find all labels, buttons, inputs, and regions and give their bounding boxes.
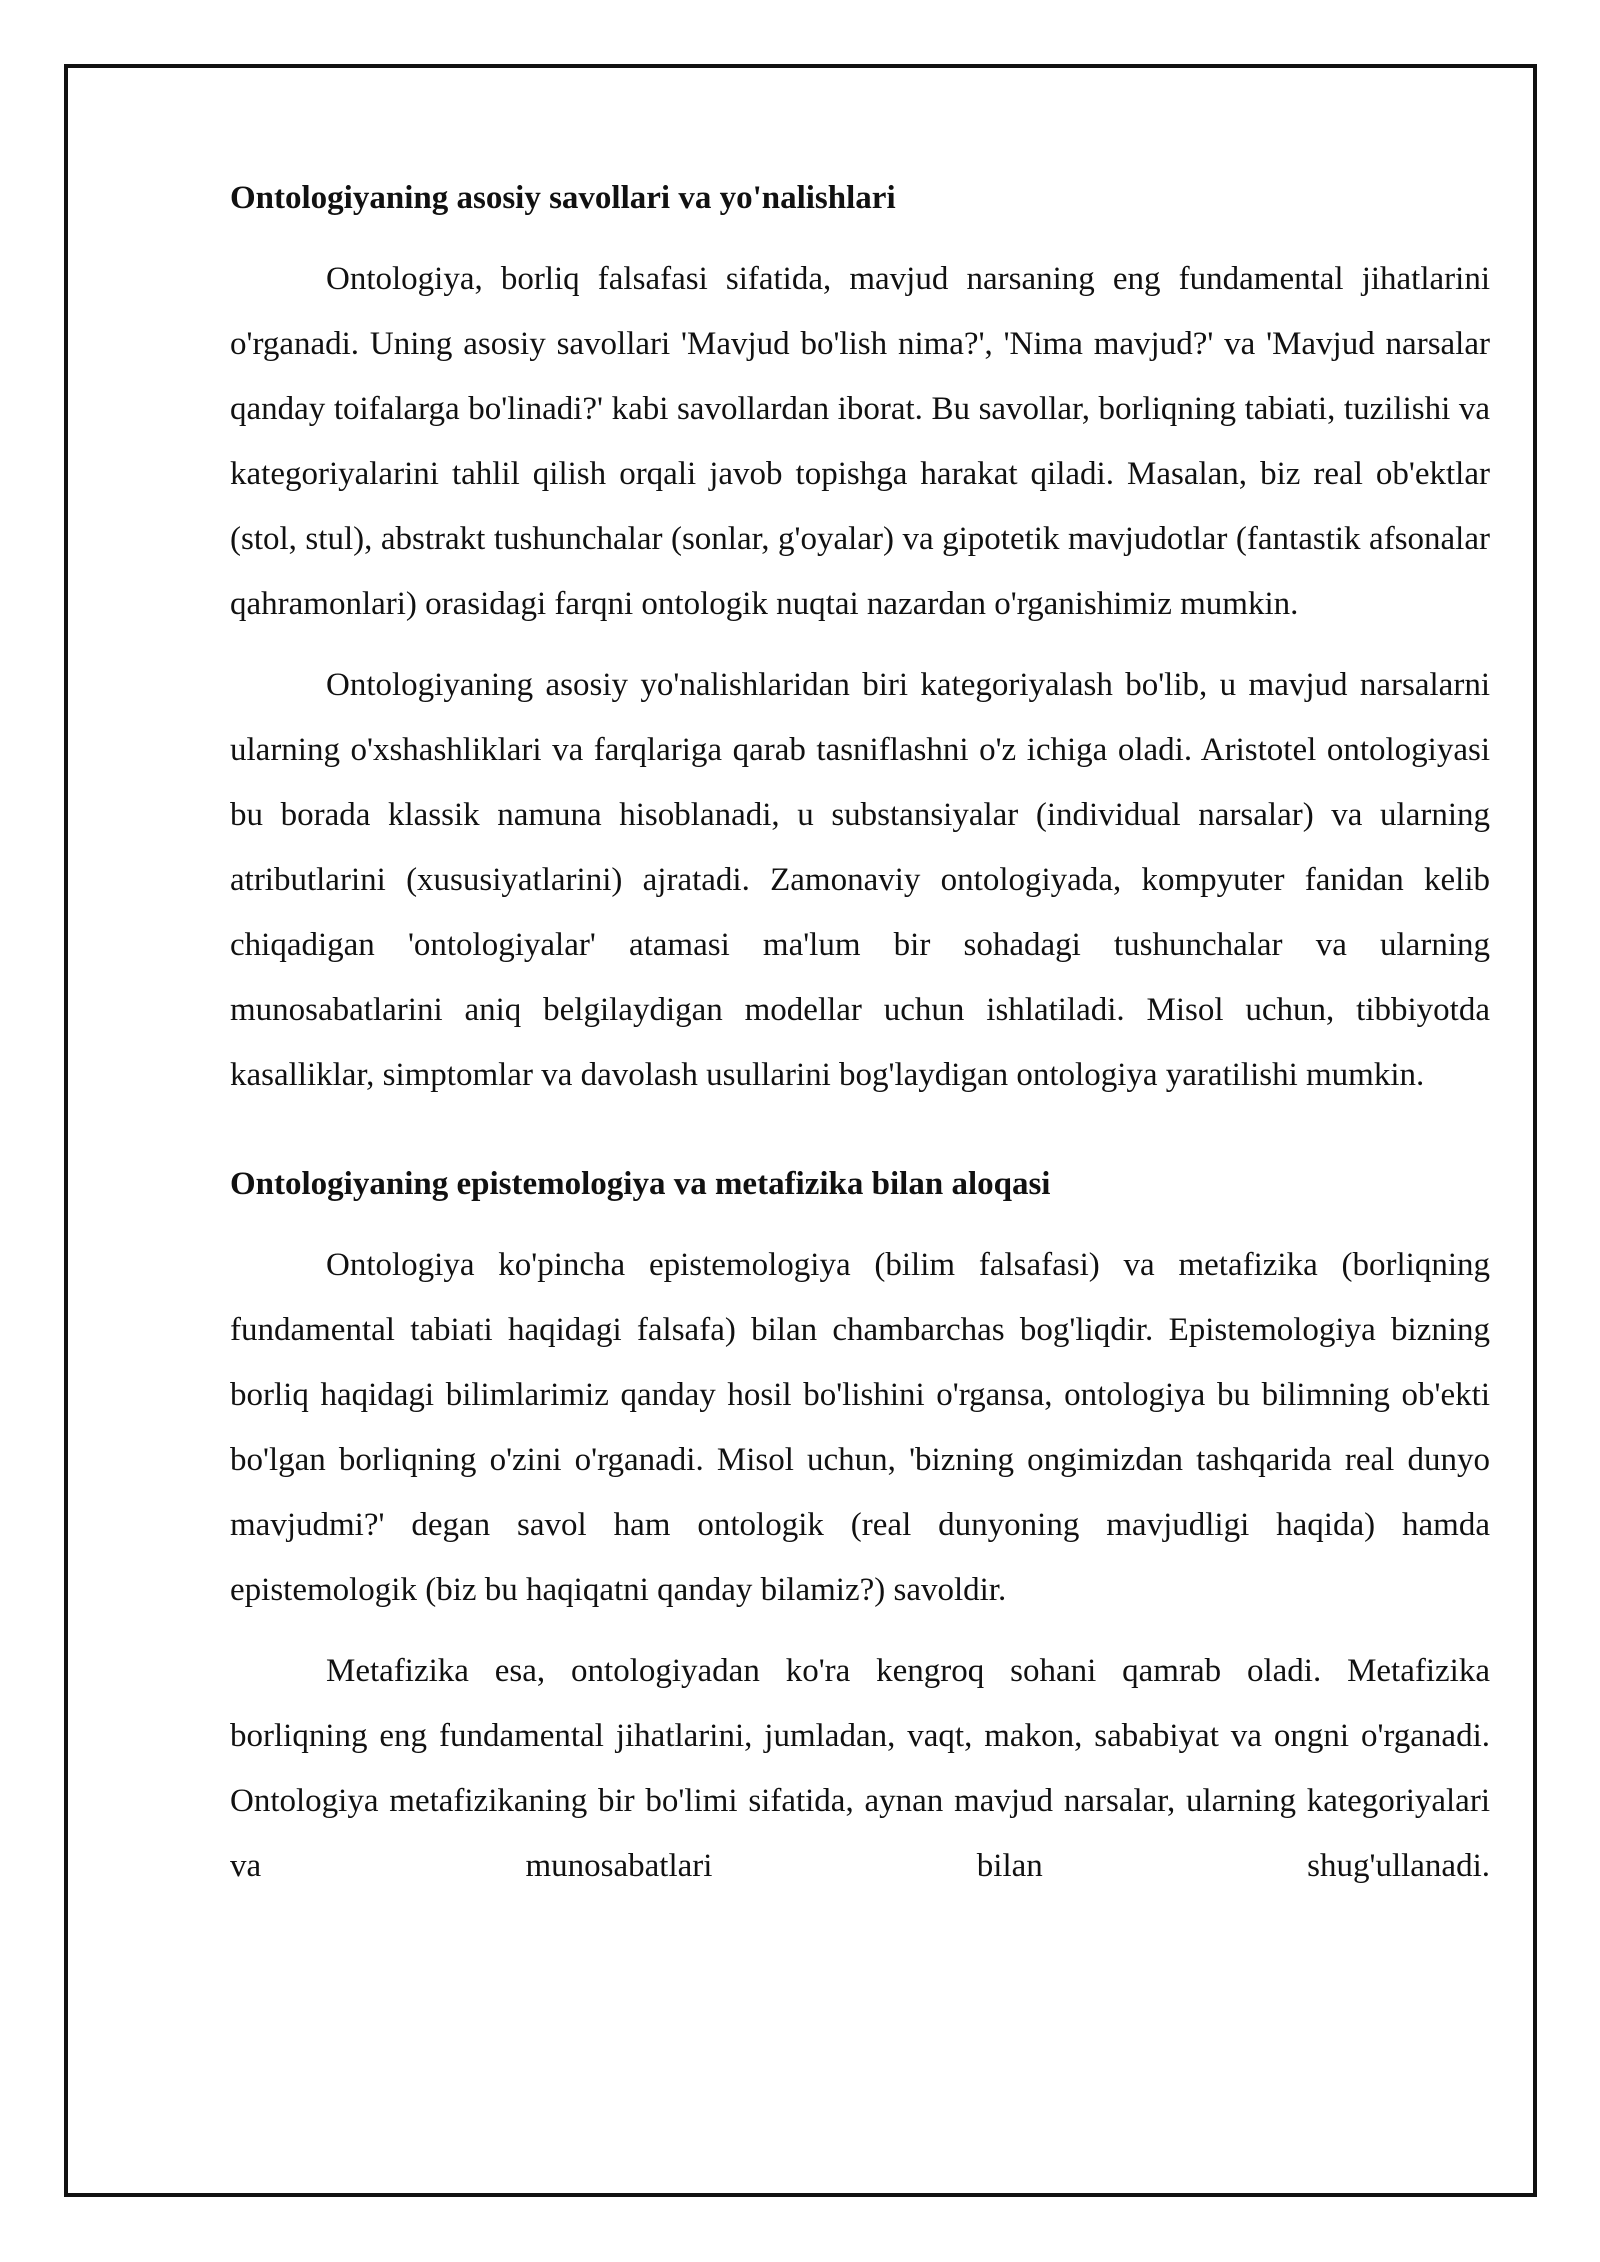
body-paragraph: Ontologiya, borliq falsafasi sifatida, mavjud narsaning eng fundamental jihatlarini o'rganadi. Uning asosiy savollari 'Mavjud bo'lish nima?', 'Nima mavjud?' va 'Mavjud narsalar qanday toifalarga bo'linadi?' kabi savollardan iborat. Bu savollar, borliqning tabiati, tuzilishi va kategoriyalarini tahlil qilish orqali javob topishga harakat qiladi. Masalan, biz real ob'ektlar (stol, stul), abstrakt tushunchalar (sonlar, g'oyalar) va gipotetik mavjudotlar (fantastik afsonalar qahramonlari) orasidagi farqni ontologik nuqtai nazardan o'rganishimiz mumkin. (230, 261, 1490, 622)
body-paragraph: Ontologiya ko'pincha epistemologiya (bilim falsafasi) va metafizika (borliqning fundamental tabiati haqidagi falsafa) bilan chambarchas bog'liqdir. Epistemologiya bizning borliq haqidagi bilimlarimiz qanday hosil bo'lishini o'rgansa, ontologiya bu bilimning ob'ekti bo'lgan borliqning o'zini o'rganadi. Misol uchun, 'bizning ongimizdan tashqarida real dunyo mavjudmi?' degan savol ham ontologik (real dunyoning mavjudligi haqida) hamda epistemologik (biz bu haqiqatni qanday bilamiz?) savoldir. (230, 1247, 1490, 1608)
section-ontology-epistemology (230, 1152, 1490, 1899)
document-body (230, 166, 1490, 1915)
section-heading: Ontologiyaning epistemologiya va metafizika bilan aloqasi (230, 1166, 1051, 1202)
body-paragraph: Ontologiyaning asosiy yo'nalishlaridan biri kategoriyalash bo'lib, u mavjud narsalarni ularning o'xshashliklari va farqlariga qarab tasniflashni o'z ichiga oladi. Aristotel ontologiyasi bu borada klassik namuna hisoblanadi, u substansiyalar (individual narsalar) va ularning atributlarini (xususiyatlarini) ajratadi. Zamonaviy ontologiyada, kompyuter fanidan kelib chiqadigan 'ontologiyalar' atamasi ma'lum bir sohadagi tushunchalar va ularning munosabatlarini aniq belgilaydigan modellar uchun ishlatiladi. Misol uchun, tibbiyotda kasalliklar, simptomlar va davolash usullarini bog'laydigan ontologiya yaratilishi mumkin. (230, 667, 1490, 1093)
body-paragraph: Metafizika esa, ontologiyadan ko'ra kengroq sohani qamrab oladi. Metafizika borliqning eng fundamental jihatlarini, jumladan, vaqt, makon, sababiyat va ongni o'rganadi. Ontologiya metafizikaning bir bo'limi sifatida, aynan mavjud narsalar, ularning kategoriyalari va munosabatlari bilan shug'ullanadi. (230, 1653, 1490, 1884)
section-heading: Ontologiyaning asosiy savollari va yo'nalishlari (230, 180, 896, 216)
section-ontology-questions (230, 166, 1490, 1108)
